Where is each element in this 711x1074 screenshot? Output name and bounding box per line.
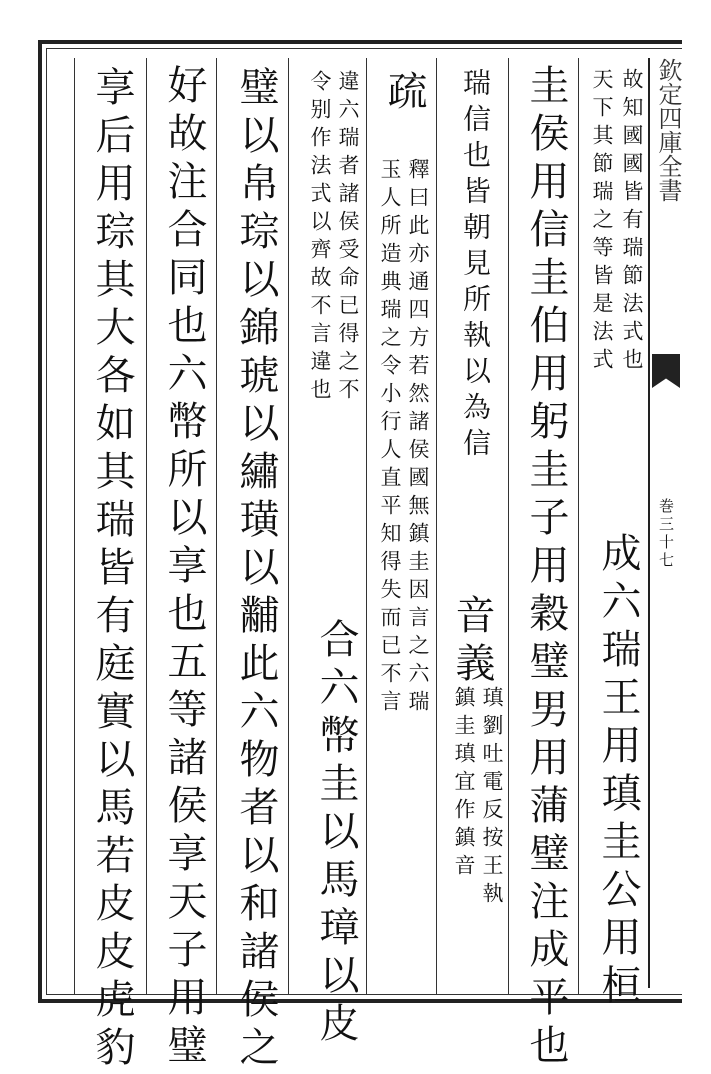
column-5 xyxy=(288,58,367,1050)
column-1-small-a: 天下其節瑞之等皆是法式 xyxy=(590,68,614,376)
column-3-main: 瑞信也皆朝見所執以為信 xyxy=(459,68,492,464)
column-2-main: 圭侯用信圭伯用躬圭子用穀璧男用蒲璧注成平也 xyxy=(523,64,569,1072)
column-1-small-b: 故知國國皆有瑞節法式也 xyxy=(620,68,644,376)
column-7-main: 好故注合同也六幣所以享也五等諸侯享天子用璧 xyxy=(161,64,207,1072)
column-1-main: 成六瑞王用瑱圭公用桓 xyxy=(595,532,641,1012)
column-5-small-b: 令别作法式以齊故不言違也 xyxy=(308,70,332,406)
book-title: 欽定四庫全書 xyxy=(654,58,682,202)
column-8 xyxy=(74,58,147,1074)
column-6-main: 璧以帛琮以錦琥以繡璜以黼此六物者以和諸侯之 xyxy=(233,66,279,1074)
column-4-shu: 疏 xyxy=(381,70,427,118)
column-5-main: 合六幣圭以馬璋以皮 xyxy=(313,618,359,1050)
column-4-small-a: 釋曰此亦通四方若然諸侯國無鎮圭因言之六瑞 xyxy=(406,158,430,718)
column-3-yinyi: 音義 xyxy=(449,594,495,690)
column-6 xyxy=(216,58,289,1074)
column-2 xyxy=(508,58,579,1072)
column-3-small-b: 鎮圭瑱宜作鎮音 xyxy=(452,686,476,882)
fish-tail-icon xyxy=(652,354,680,388)
column-3 xyxy=(436,58,509,994)
volume-label: 巻三十七 xyxy=(657,498,675,570)
column-4 xyxy=(366,58,437,994)
column-7 xyxy=(146,58,217,1072)
column-1 xyxy=(578,58,649,1012)
column-8-main: 享后用琮其大各如其瑞皆有庭實以馬若皮皮虎豹 xyxy=(89,66,135,1074)
column-5-small-a: 違六瑞者諸侯受命已得之不 xyxy=(336,70,360,406)
column-3-small-a: 瑱劉吐電反按王執 xyxy=(480,686,504,910)
page-banner xyxy=(648,58,682,988)
column-4-small-b: 玉人所造典瑞之令小行人直平知得失而已不言 xyxy=(378,158,402,718)
